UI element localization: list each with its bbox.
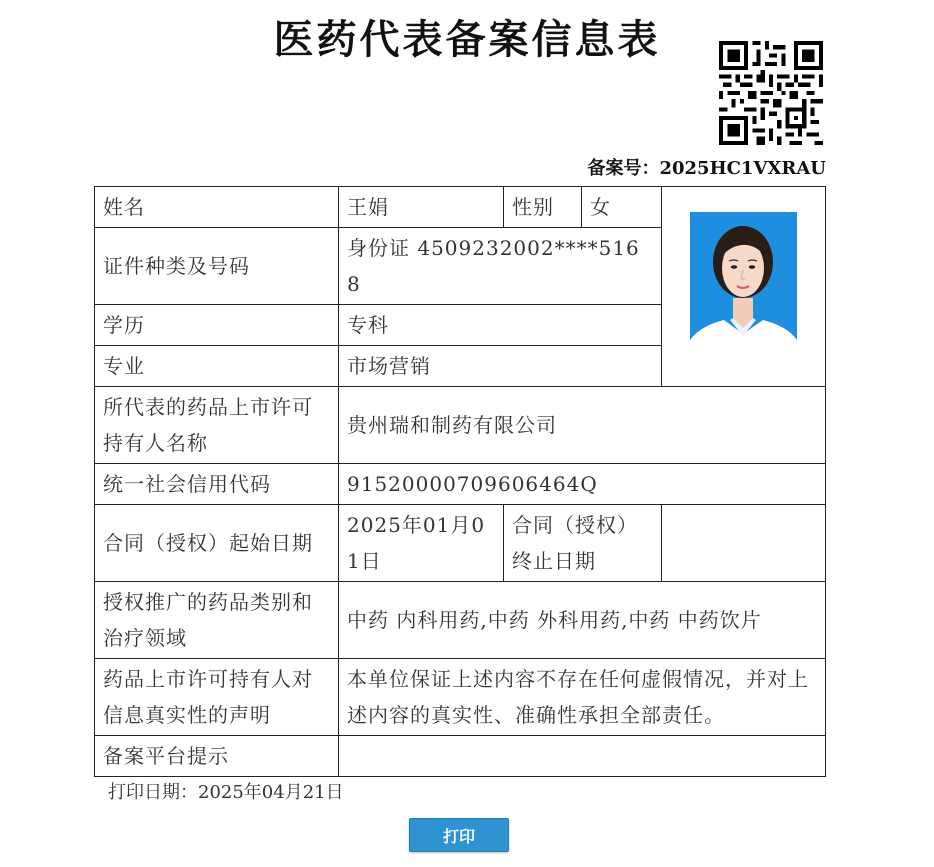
credit-code-value: 91520000709606464Q xyxy=(339,464,826,505)
platform-tip-value xyxy=(339,736,826,777)
name-label: 姓名 xyxy=(95,187,339,228)
holder-value: 贵州瑞和制药有限公司 xyxy=(339,387,826,464)
scope-value: 中药 内科用药,中药 外科用药,中药 中药饮片 xyxy=(339,582,826,659)
id-value: 身份证 4509232002****5168 xyxy=(339,228,662,305)
contract-end-value xyxy=(662,505,826,582)
gender-label: 性别 xyxy=(504,187,582,228)
contract-end-label: 合同（授权）终止日期 xyxy=(504,505,662,582)
contract-start-value: 2025年01月01日 xyxy=(339,505,504,582)
education-label: 学历 xyxy=(95,305,339,346)
id-photo xyxy=(690,212,797,362)
major-label: 专业 xyxy=(95,346,339,387)
holder-label: 所代表的药品上市许可持有人名称 xyxy=(95,387,339,464)
id-label: 证件种类及号码 xyxy=(95,228,339,305)
declaration-value: 本单位保证上述内容不存在任何虚假情况，并对上述内容的真实性、准确性承担全部责任。 xyxy=(339,659,826,736)
contract-start-label: 合同（授权）起始日期 xyxy=(95,505,339,582)
credit-code-label: 统一社会信用代码 xyxy=(95,464,339,505)
page-title: 医药代表备案信息表 xyxy=(273,16,661,63)
photo-cell xyxy=(662,187,826,387)
print-date: 打印日期：2025年04月21日 xyxy=(108,782,344,803)
qr-code-icon xyxy=(719,41,823,145)
scope-label: 授权推广的药品类别和治疗领域 xyxy=(95,582,339,659)
print-button[interactable]: 打印 xyxy=(409,818,509,852)
name-value: 王娟 xyxy=(339,187,504,228)
record-number: 备案号：2025HC1VXRAU xyxy=(587,158,826,179)
declaration-label: 药品上市许可持有人对信息真实性的声明 xyxy=(95,659,339,736)
gender-value: 女 xyxy=(582,187,662,228)
education-value: 专科 xyxy=(339,305,662,346)
info-table xyxy=(94,186,826,777)
major-value: 市场营销 xyxy=(339,346,662,387)
platform-tip-label: 备案平台提示 xyxy=(95,736,339,777)
